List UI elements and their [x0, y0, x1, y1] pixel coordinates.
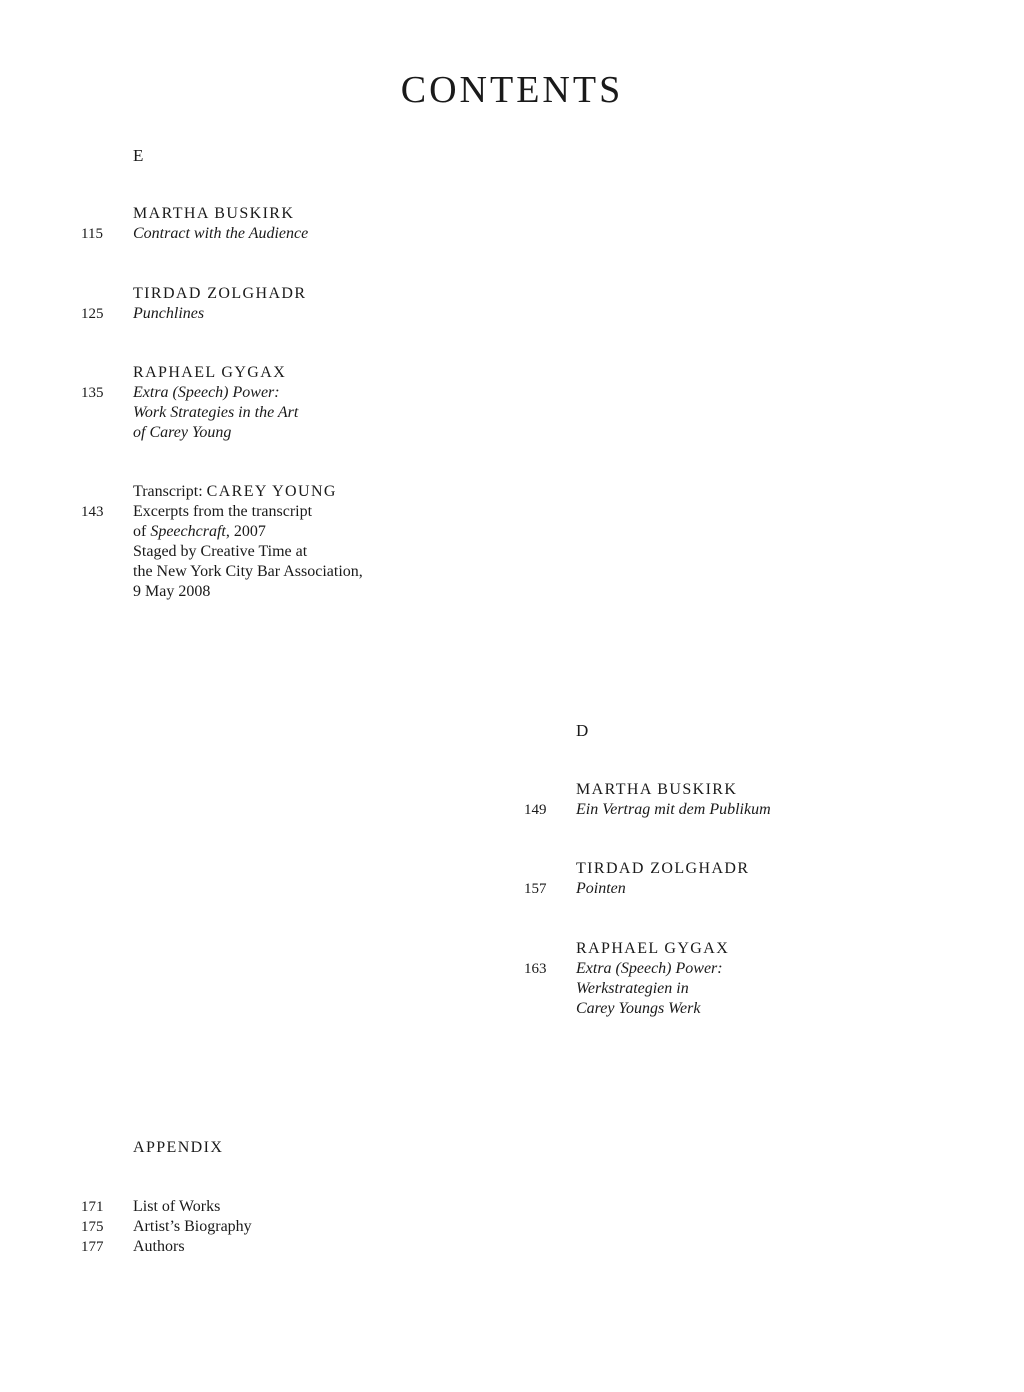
appendix-item[interactable]	[81, 1237, 252, 1257]
page-number: 177	[81, 1239, 104, 1255]
entry-title: Punchlines	[133, 305, 205, 322]
entry-author: TIRDAD ZOLGHADR	[133, 285, 307, 302]
page-number: 157	[524, 881, 547, 897]
toc-entry-gygax-de[interactable]	[524, 939, 730, 1019]
appendix-item-label: List of Works	[133, 1198, 221, 1215]
toc-entry-transcript[interactable]	[81, 482, 363, 602]
appendix-item[interactable]	[81, 1217, 252, 1237]
page-number: 175	[81, 1219, 104, 1235]
toc-entry-gygax-en[interactable]	[81, 363, 299, 443]
entry-author: RAPHAEL GYGAX	[133, 364, 287, 381]
toc-entry-zolghadr-de[interactable]	[524, 859, 750, 899]
transcript-work-title: Speechcraft	[150, 523, 226, 540]
transcript-text: of	[133, 523, 151, 540]
transcript-line: Staged by Creative Time at	[133, 543, 308, 560]
page-number: 163	[524, 961, 547, 977]
page-title: CONTENTS	[400, 69, 624, 111]
section-letter-english: E	[133, 146, 144, 165]
entry-title-line: Work Strategies in the Art	[133, 404, 299, 421]
page-number: 115	[81, 226, 103, 242]
page-number: 143	[81, 504, 104, 520]
transcript-line: 9 May 2008	[133, 583, 211, 600]
entry-title-line: Extra (Speech) Power:	[133, 384, 280, 401]
appendix-item-label: Authors	[133, 1238, 185, 1255]
page-number: 135	[81, 385, 104, 401]
transcript-text: , 2007	[225, 523, 266, 540]
entry-title: Ein Vertrag mit dem Publikum	[576, 801, 771, 818]
entry-title-line: Werkstrategien in	[576, 980, 689, 997]
section-letter-german: D	[576, 721, 589, 740]
page-number: 149	[524, 802, 547, 818]
entry-author: MARTHA BUSKIRK	[576, 781, 738, 798]
entry-title-line: of Carey Young	[133, 424, 232, 441]
entry-author: MARTHA BUSKIRK	[133, 205, 295, 222]
entry-title-line: Extra (Speech) Power:	[576, 960, 723, 977]
entry-author: TIRDAD ZOLGHADR	[576, 860, 750, 877]
page-number: 171	[81, 1199, 104, 1215]
toc-entry-buskirk-de[interactable]	[524, 780, 771, 820]
entry-author: RAPHAEL GYGAX	[576, 940, 730, 957]
page-number: 125	[81, 306, 104, 322]
appendix-item-label: Artist’s Biography	[133, 1218, 252, 1235]
appendix-list	[81, 1197, 252, 1257]
entry-author: CAREY YOUNG	[206, 483, 337, 500]
entry-title-line: Carey Youngs Werk	[576, 1000, 701, 1017]
toc-entry-buskirk-en[interactable]	[81, 204, 309, 244]
transcript-line	[133, 522, 363, 542]
transcript-line: the New York City Bar Association,	[133, 563, 363, 580]
toc-entry-zolghadr-en[interactable]	[81, 284, 307, 324]
entry-title: Pointen	[576, 880, 626, 897]
transcript-line: Excerpts from the transcript	[133, 503, 313, 520]
appendix-title: APPENDIX	[133, 1139, 224, 1156]
entry-title: Contract with the Audience	[133, 225, 309, 242]
transcript-prefix: Transcript:	[133, 483, 207, 500]
appendix-item[interactable]	[81, 1197, 252, 1217]
